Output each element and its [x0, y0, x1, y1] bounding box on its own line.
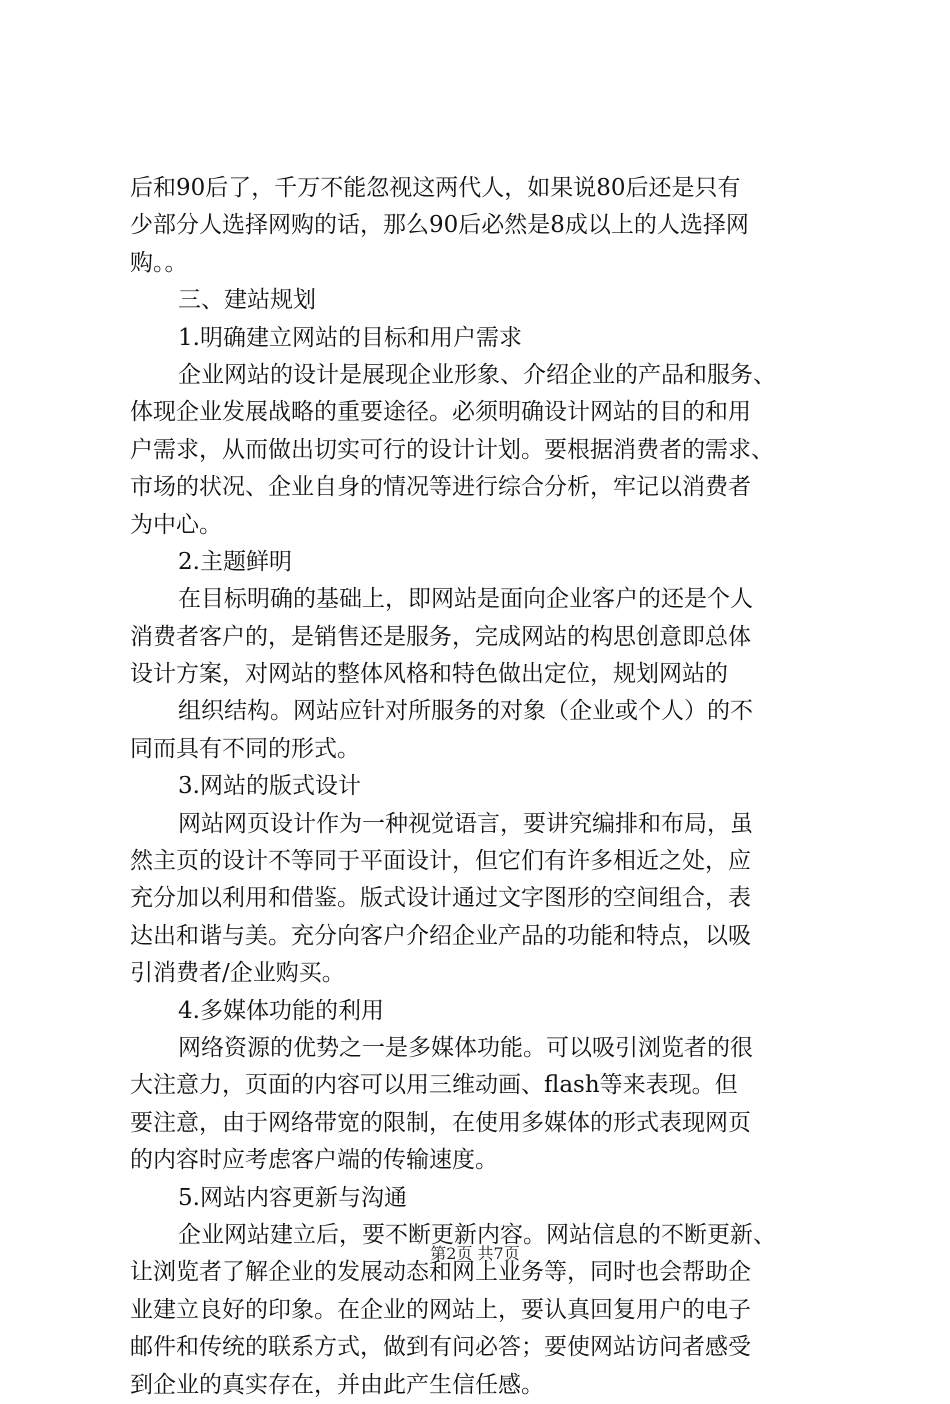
text-line: 三、建站规划 [178, 287, 316, 314]
text-line: 让浏览者了解企业的发展动态和网上业务等，同时也会帮助企 [130, 1259, 751, 1286]
text-line: 到企业的真实存在，并由此产生信任感。 [130, 1371, 544, 1398]
text-line: 为中心。 [130, 511, 222, 538]
text-line: 3.网站的版式设计 [178, 773, 361, 800]
text-line: 邮件和传统的联系方式，做到有问必答；要使网站访问者感受 [130, 1334, 751, 1361]
text-line: 企业网站的设计是展现企业形象、介绍企业的产品和服务、 [178, 361, 776, 388]
text-line: 体现企业发展战略的重要途径。必须明确设计网站的目的和用 [130, 399, 751, 426]
text-line: 消费者客户的，是销售还是服务，完成网站的构思创意即总体 [130, 623, 751, 650]
text-line: 的内容时应考虑客户端的传输速度。 [130, 1147, 498, 1174]
text-line: 同而具有不同的形式。 [130, 735, 360, 762]
text-line: 后和90后了，千万不能忽视这两代人，如果说80后还是只有 [130, 175, 741, 201]
text-line: 5.网站内容更新与沟通 [178, 1184, 407, 1211]
text-line: 企业网站建立后，要不断更新内容。网站信息的不断更新、 [178, 1221, 776, 1248]
text-line: 充分加以利用和借鉴。版式设计通过文字图形的空间组合，表 [130, 885, 751, 912]
text-line: 户需求，从而做出切实可行的设计计划。要根据消费者的需求、 [130, 436, 774, 463]
text-line: 业建立良好的印象。在企业的网站上，要认真回复用户的电子 [130, 1296, 751, 1323]
text-line: 2.主题鲜明 [178, 548, 292, 575]
text-line: 大注意力，页面的内容可以用三维动画、flash等来表现。但 [130, 1072, 738, 1099]
text-line: 组织结构。网站应针对所服务的对象（企业或个人）的不 [178, 698, 753, 725]
page-footer [0, 1244, 950, 1264]
text-line: 要注意，由于网络带宽的限制，在使用多媒体的形式表现网页 [130, 1109, 751, 1136]
document-body [130, 170, 850, 1404]
text-line: 市场的状况、企业自身的情况等进行综合分析，牢记以消费者 [130, 474, 751, 501]
text-line: 在目标明确的基础上，即网站是面向企业客户的还是个人 [178, 586, 753, 613]
text-line: 然主页的设计不等同于平面设计，但它们有许多相近之处，应 [130, 848, 751, 875]
text-line: 网络资源的优势之一是多媒体功能。可以吸引浏览者的很 [178, 1034, 753, 1061]
text-line: 购。。 [130, 249, 188, 276]
text-line: 设计方案，对网站的整体风格和特色做出定位，规划网站的 [130, 661, 728, 688]
text-line: 少部分人选择网购的话，那么90后必然是8成以上的人选择网 [130, 212, 749, 239]
text-line: 引消费者/企业购买。 [130, 960, 345, 987]
text-line: 网站网页设计作为一种视觉语言，要讲究编排和布局，虽 [178, 810, 753, 837]
text-line: 达出和谐与美。充分向客户介绍企业产品的功能和特点，以吸 [130, 922, 751, 949]
page-number-label: 第2页 共7页 [430, 1244, 520, 1263]
text-line: 4.多媒体功能的利用 [178, 997, 384, 1024]
text-line: 1.明确建立网站的目标和用户需求 [178, 324, 522, 351]
